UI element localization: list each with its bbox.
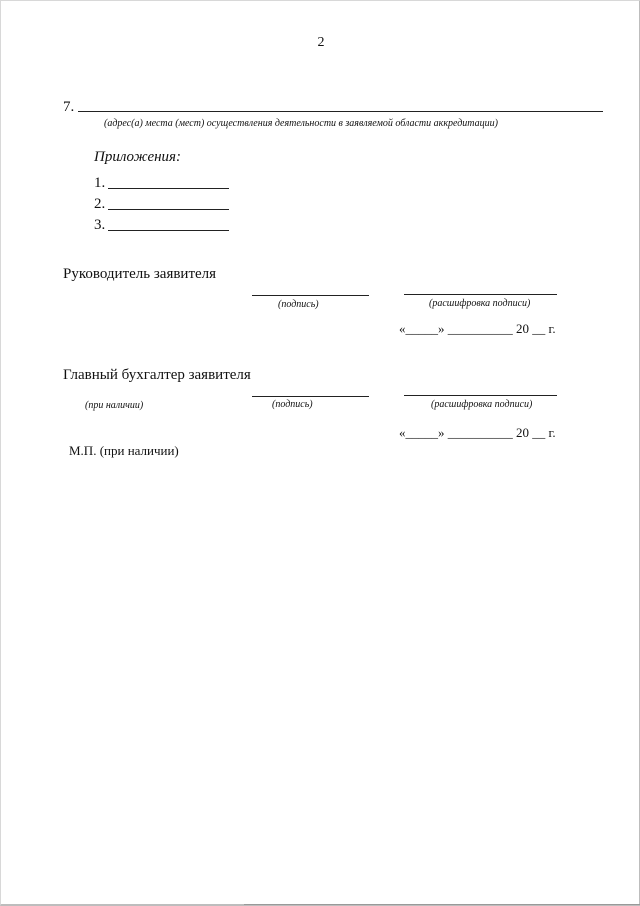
appendices-title: Приложения: (94, 149, 182, 165)
head-decoding-line (404, 294, 557, 295)
stamp-note: М.П. (при наличии) (69, 443, 179, 458)
item-7-caption: (адрес(а) места (мест) осуществления деятельности в заявляемой области аккредитации) (104, 118, 498, 129)
appendix-2-number: 2. (94, 196, 106, 212)
item-7-address-line (78, 111, 603, 112)
accountant-note: (при наличии) (85, 400, 144, 411)
head-title: Руководитель заявителя (63, 266, 217, 282)
accountant-signature-caption: (подпись) (272, 399, 313, 410)
head-signature-caption: (подпись) (278, 299, 319, 310)
accountant-decoding-caption: (расшифровка подписи) (431, 399, 533, 410)
appendix-3-line (108, 230, 229, 231)
appendix-3-number: 3. (94, 217, 106, 233)
head-decoding-caption: (расшифровка подписи) (429, 298, 531, 309)
item-7-number: 7. (63, 99, 75, 115)
page-number: 2 (317, 35, 325, 50)
accountant-decoding-line (404, 395, 557, 396)
appendix-1-number: 1. (94, 175, 106, 191)
accountant-signature-line (252, 396, 369, 397)
accountant-title: Главный бухгалтер заявителя (63, 367, 251, 383)
head-date: «_____» __________ 20 __ г. (399, 321, 556, 336)
head-signature-line (252, 295, 369, 296)
accountant-date: «_____» __________ 20 __ г. (399, 425, 556, 440)
appendix-2-line (108, 209, 229, 210)
appendix-1-line (108, 188, 229, 189)
